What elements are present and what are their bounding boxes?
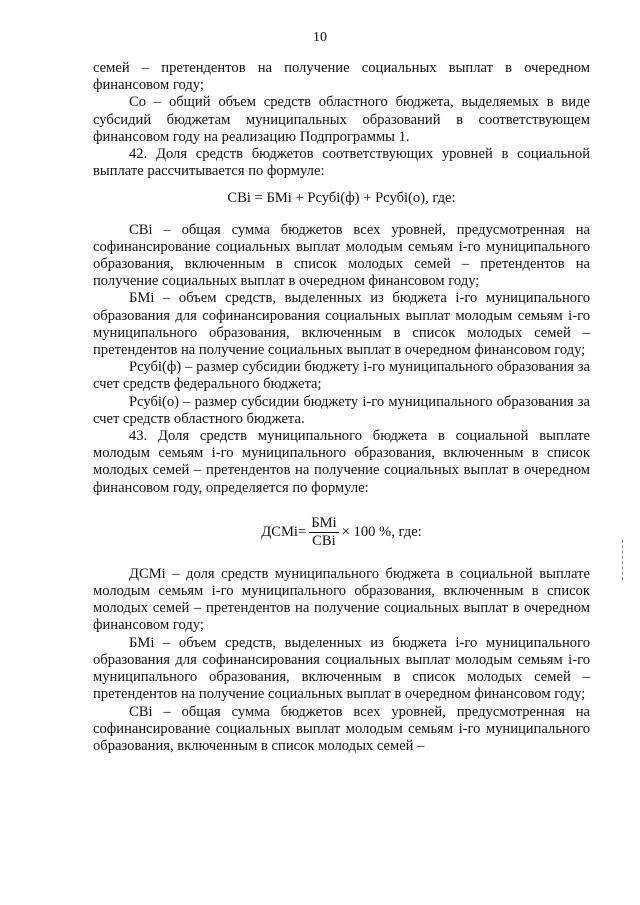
paragraph-42: 42. Доля средств бюджетов соответствующих уровней в социальной выплате рассчитывается по формуле: xyxy=(93,146,590,180)
page-number: 10 xyxy=(313,30,327,45)
paragraph-43: 43. Доля средств муниципального бюджета в социальной выплате молодым семьям i-го муниципального образования, включенным в список молодых семей – претендентов на получение социальных выплат в очередном финансовом году, определяется по формуле: xyxy=(93,428,590,496)
document-body xyxy=(93,60,590,755)
formula-dsm-lhs: ДСМi= xyxy=(261,523,307,540)
paragraph-continuation: семей – претендентов на получение социальных выплат в очередном финансовом году; xyxy=(93,60,590,94)
paragraph-bmi-definition: БМi – объем средств, выделенных из бюджета i-го муниципального образования для софинансирования социальных выплат молодым семьям i-го муниципального образования, включенным в список молодых семей – претендентов на получение социальных выплат в очередном финансовом году; xyxy=(93,290,590,359)
paragraph-rsub-f-definition: Рсубi(ф) – размер субсидии бюджету i-го муниципального образования за счет средств федерального бюджета; xyxy=(93,359,590,393)
paragraph-svi-definition-2: СВi – общая сумма бюджетов всех уровней, предусмотренная на софинансирование социальных выплат молодым семьям i-го муниципального образования, включенным в список молодых семей – xyxy=(93,703,590,754)
paragraph-co-definition: Со – общий объем средств областного бюджета, выделяемых в виде субсидий бюджетам муниципальных образований в соответствующем финансовом году на реализацию Подпрограммы 1. xyxy=(93,94,590,145)
margin-mark xyxy=(622,540,624,580)
formula-dsm-rhs: × 100 %, где: xyxy=(341,523,422,540)
formula-dsm-denominator: СВi xyxy=(312,532,336,549)
formula-dsm-numerator: БМi xyxy=(311,514,337,531)
paragraph-rsub-o-definition: Рсубi(о) – размер субсидии бюджету i-го муниципального образования за счет средств областного бюджета. xyxy=(93,393,590,427)
paragraph-dsmi-definition: ДСМi – доля средств муниципального бюджета в социальной выплате молодым семьям i-го муниципального образования, включенным в список молодых семей – претендентов на получение социальных выплат в очередном финансовом году; xyxy=(93,565,590,634)
paragraph-bmi-definition-2: БМi – объем средств, выделенных из бюджета i-го муниципального образования для софинансирования социальных выплат молодым семьям i-го муниципального образования, включенным в список молодых семей – претендентов на получение социальных выплат в очередном финансовом году; xyxy=(93,634,590,703)
paragraph-svi-definition: СВi – общая сумма бюджетов всех уровней, предусмотренная на софинансирование социальных выплат молодым семьям i-го муниципального образования, включенным в список молодых семей – претендентов на получение социальных выплат в очередном финансовом году; xyxy=(93,221,590,290)
formula-dsm xyxy=(93,515,590,550)
formula-sv: СВi = БМi + Рсубi(ф) + Рсубi(о), где: xyxy=(227,190,456,207)
formula-dsm-fraction xyxy=(309,515,338,550)
